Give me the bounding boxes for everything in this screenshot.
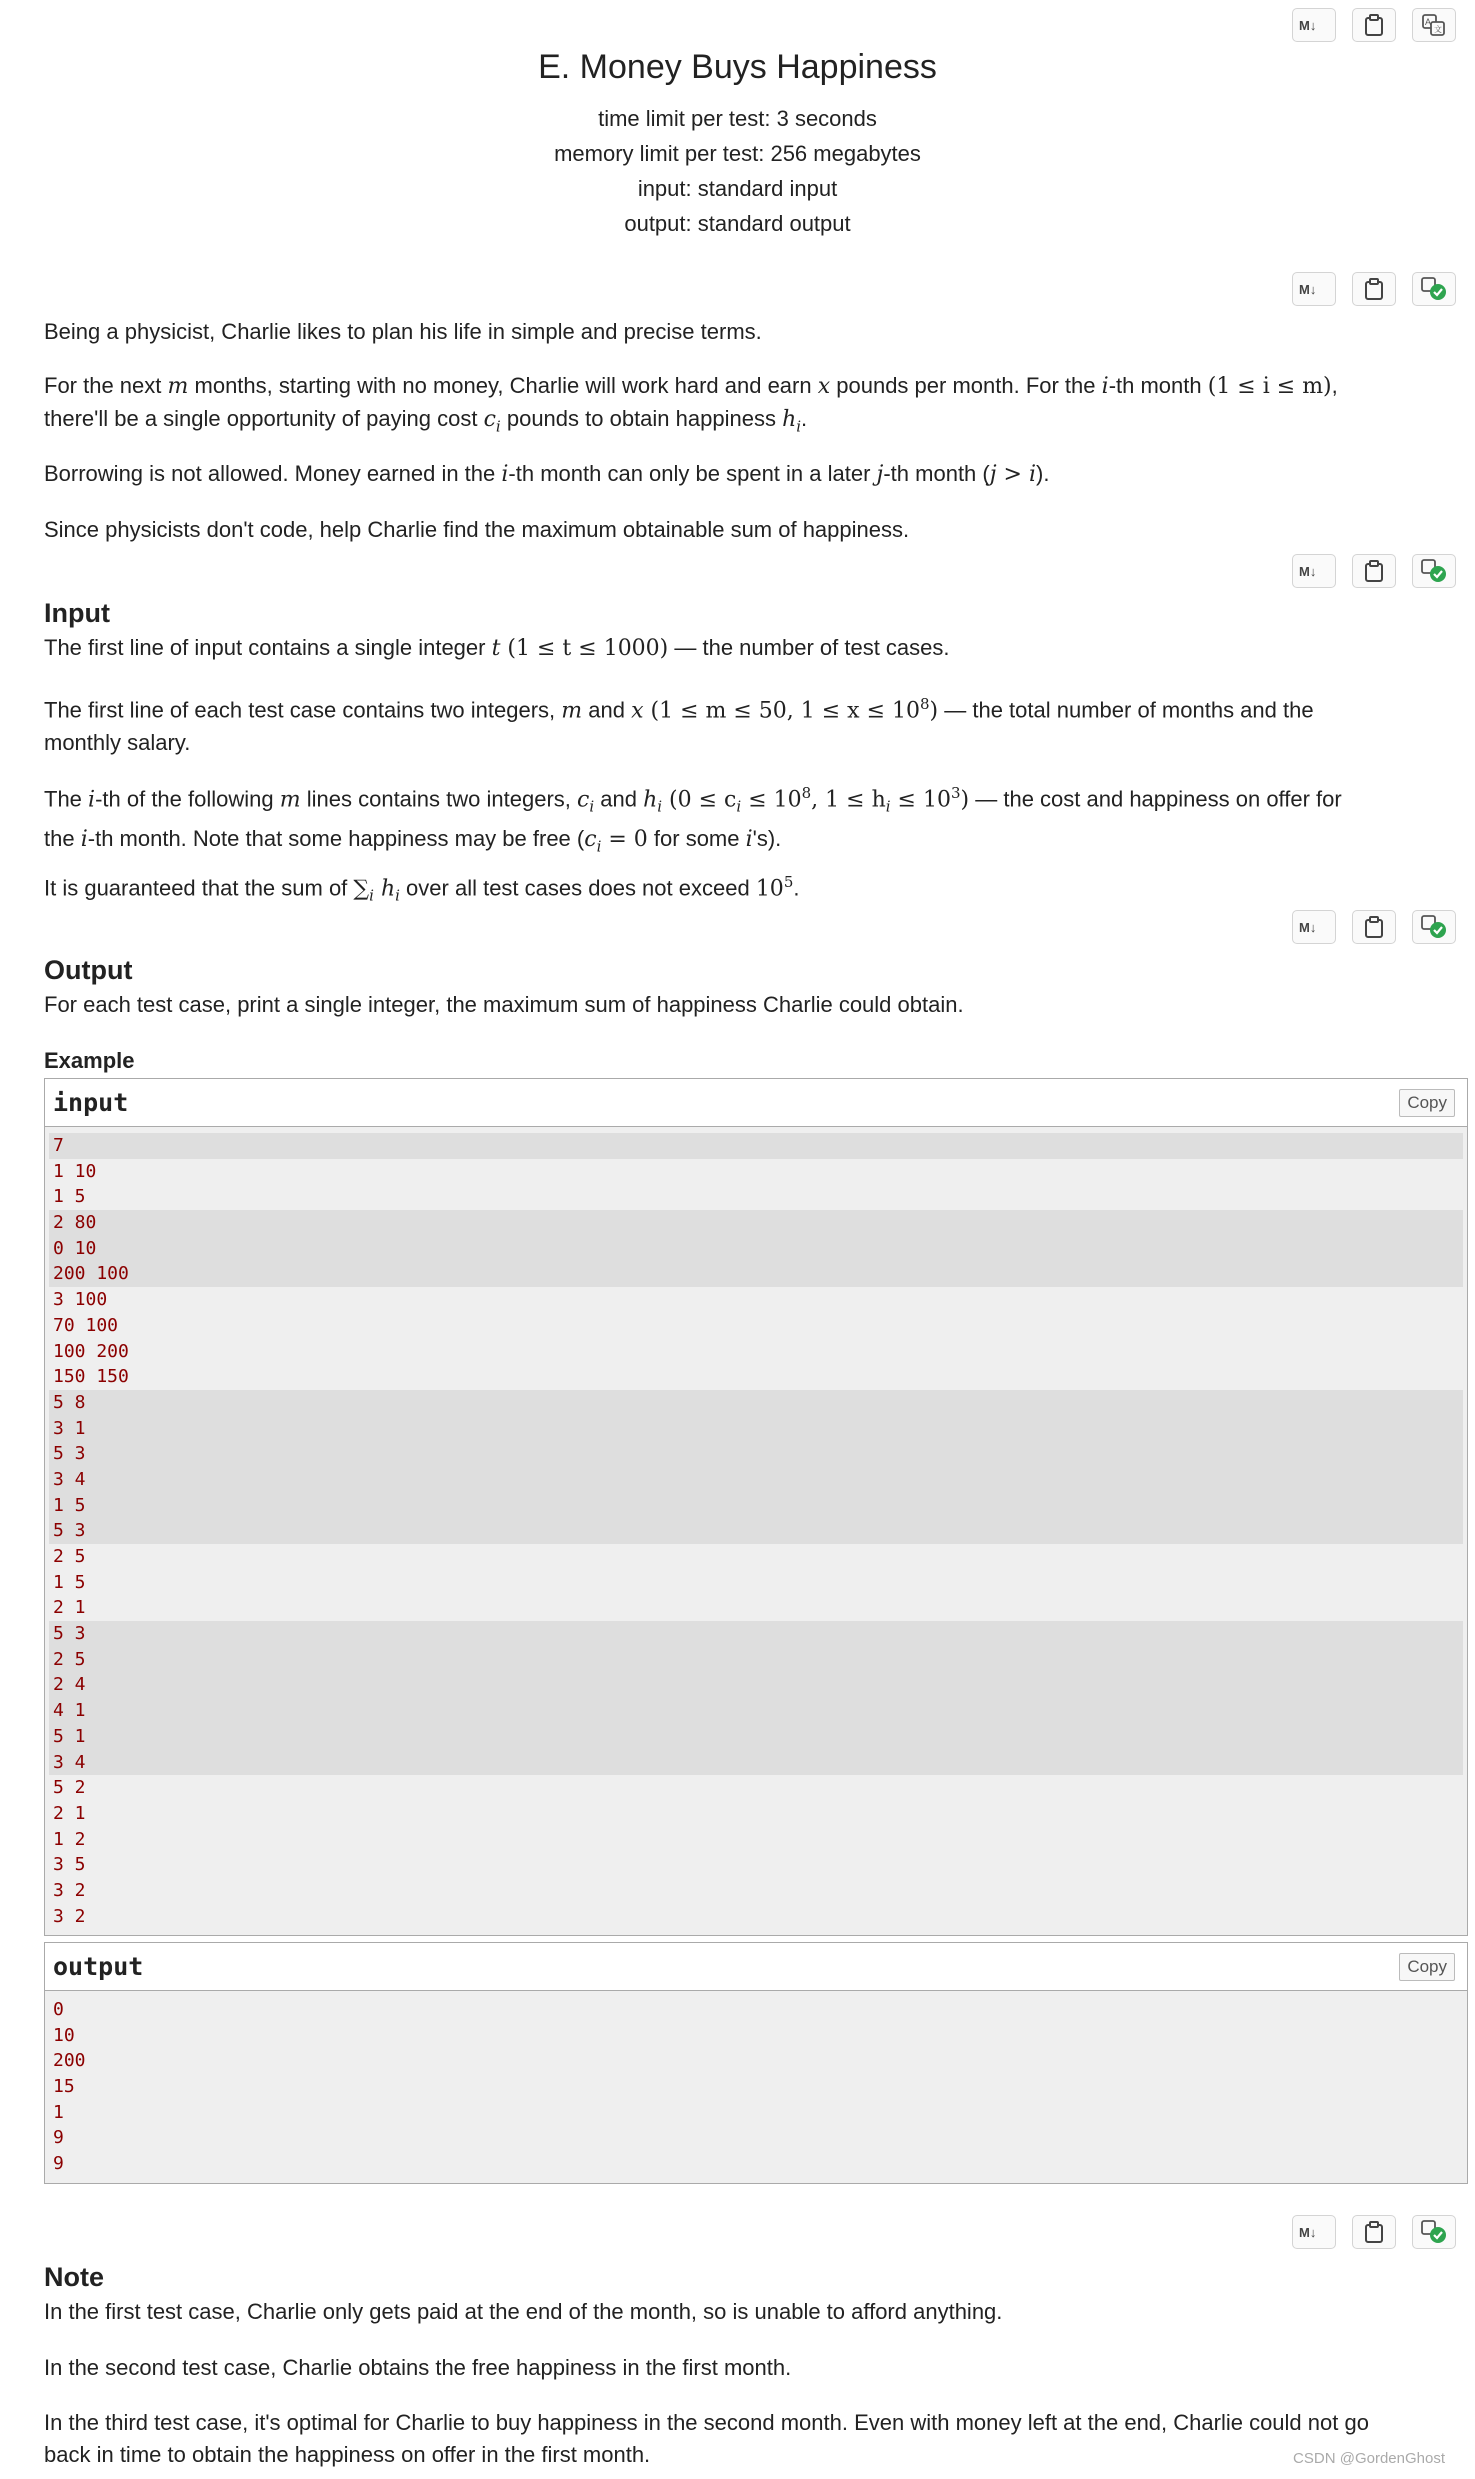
input-line: 2 5	[49, 1647, 1463, 1673]
markdown-button[interactable]	[1292, 272, 1336, 306]
input-toolbar	[1292, 554, 1456, 588]
statement-paragraph-3: Borrowing is not allowed. Money earned in the i-th month can only be spent in a later j-th month (j > i).	[44, 461, 1050, 487]
example-output-box	[44, 1942, 1468, 2184]
translated-button[interactable]	[1412, 554, 1456, 588]
copy-statement-button[interactable]	[1352, 8, 1396, 42]
input-heading: Input	[44, 598, 110, 628]
input-line: 0 10	[49, 1236, 1463, 1262]
markdown-button[interactable]	[1292, 554, 1336, 588]
copy-section-button[interactable]	[1352, 2215, 1396, 2249]
translate-button[interactable]	[1412, 8, 1456, 42]
svg-text:M↓: M↓	[1299, 18, 1317, 32]
input-line-3: The i-th of the following m lines contains two integers, $c_i$ and $h_i$ ($0 \le c_i \le 10^8$, $1 \le h_i \le 10^3$) — the cost and happiness on offer for the i-th month. Note that some happiness may be free ($c_i = 0$ for some i's).	[44, 784, 1342, 856]
output-line: 9	[49, 2125, 1463, 2151]
markdown-button[interactable]	[1292, 2215, 1336, 2249]
output-line: 0	[49, 1997, 1463, 2023]
output-line: 10	[49, 2023, 1463, 2049]
translate-done-icon	[1421, 277, 1447, 301]
clipboard-icon	[1364, 2221, 1384, 2243]
input-line: 1 2	[49, 1827, 1463, 1853]
example-output-header	[45, 1943, 1467, 1991]
svg-text:M↓: M↓	[1299, 920, 1317, 934]
watermark: CSDN @GordenGhost	[1293, 2450, 1445, 2467]
input-line: 2 1	[49, 1801, 1463, 1827]
translated-button[interactable]	[1412, 910, 1456, 944]
input-line: 5 3	[49, 1621, 1463, 1647]
input-line: 5 8	[49, 1390, 1463, 1416]
clipboard-icon	[1364, 278, 1384, 300]
copy-output-button[interactable]: Copy	[1399, 1953, 1455, 1981]
input-line: 2 4	[49, 1672, 1463, 1698]
clipboard-icon	[1364, 14, 1384, 36]
note-paragraph-1: In the first test case, Charlie only gets paid at the end of the month, so is unable to afford anything.	[44, 2299, 1003, 2324]
input-line: 200 100	[49, 1261, 1463, 1287]
translate-done-icon	[1421, 2220, 1447, 2244]
translate-done-icon	[1421, 559, 1447, 583]
input-line: 2 5	[49, 1544, 1463, 1570]
output-line: 1	[49, 2100, 1463, 2126]
input-line: 7	[49, 1133, 1463, 1159]
statement-toolbar	[1292, 272, 1456, 306]
example-input-lines	[45, 1127, 1467, 1935]
output-file: output: standard output	[624, 211, 851, 236]
translate-done-icon	[1421, 915, 1447, 939]
example-input-header	[45, 1079, 1467, 1127]
input-line: 4 1	[49, 1698, 1463, 1724]
copy-section-button[interactable]	[1352, 910, 1396, 944]
input-line: 1 5	[49, 1184, 1463, 1210]
markdown-button[interactable]	[1292, 8, 1336, 42]
svg-text:M↓: M↓	[1299, 282, 1317, 296]
example-output-label: output	[53, 1952, 144, 1981]
input-file: input: standard input	[637, 176, 838, 201]
input-line-2: The first line of each test case contains two integers, m and x (1 ≤ m ≤ 50, $1 \le x \le 10^8$) — the total number of months and the monthly salary.	[44, 695, 1314, 756]
input-line: 3 2	[49, 1904, 1463, 1930]
output-line: 15	[49, 2074, 1463, 2100]
input-line: 2 80	[49, 1210, 1463, 1236]
note-heading: Note	[44, 2262, 104, 2292]
copy-input-button[interactable]: Copy	[1399, 1089, 1455, 1117]
input-line: 1 5	[49, 1570, 1463, 1596]
memory-limit: memory limit per test: 256 megabytes	[554, 141, 921, 166]
statement-paragraph-1: Being a physicist, Charlie likes to plan his life in simple and precise terms.	[44, 319, 762, 344]
header-toolbar	[1292, 8, 1456, 42]
translated-button[interactable]	[1412, 272, 1456, 306]
input-line: 5 2	[49, 1775, 1463, 1801]
example-input-label: input	[53, 1088, 129, 1117]
output-toolbar	[1292, 910, 1456, 944]
markdown-icon	[1299, 282, 1329, 296]
input-line: 3 1	[49, 1416, 1463, 1442]
svg-text:文: 文	[1434, 25, 1442, 34]
input-line: 3 4	[49, 1750, 1463, 1776]
note-toolbar	[1292, 2215, 1456, 2249]
example-input-box	[44, 1078, 1468, 1936]
input-line: 3 4	[49, 1467, 1463, 1493]
markdown-icon	[1299, 18, 1329, 32]
copy-section-button[interactable]	[1352, 272, 1396, 306]
clipboard-icon	[1364, 916, 1384, 938]
input-line: 1 5	[49, 1493, 1463, 1519]
input-line-4: It is guaranteed that the sum of $\sum_i$ $h_i$ over all test cases does not exceed $10^5$.	[44, 873, 800, 905]
input-line: 3 100	[49, 1287, 1463, 1313]
output-description: For each test case, print a single integer, the maximum sum of happiness Charlie could obtain.	[44, 992, 964, 1017]
input-line-1: The first line of input contains a single integer t (1 ≤ t ≤ 1000) — the number of test cases.	[44, 635, 950, 661]
problem-title: E. Money Buys Happiness	[538, 48, 937, 86]
input-line: 100 200	[49, 1339, 1463, 1365]
svg-text:M↓: M↓	[1299, 2225, 1317, 2239]
note-paragraph-3: In the third test case, it's optimal for Charlie to buy happiness in the second month. Even with money left at the end, Charlie could not go back in time to obtain the happiness on offer in the first month.	[44, 2410, 1369, 2467]
markdown-icon	[1299, 564, 1329, 578]
markdown-button[interactable]	[1292, 910, 1336, 944]
svg-text:A: A	[1425, 17, 1432, 27]
input-line: 5 1	[49, 1724, 1463, 1750]
input-line: 150 150	[49, 1364, 1463, 1390]
input-line: 3 5	[49, 1852, 1463, 1878]
translate-icon	[1422, 14, 1446, 36]
translated-button[interactable]	[1412, 2215, 1456, 2249]
example-output-lines	[45, 1991, 1467, 2183]
markdown-icon	[1299, 920, 1329, 934]
svg-text:M↓: M↓	[1299, 564, 1317, 578]
time-limit: time limit per test: 3 seconds	[598, 106, 877, 131]
input-line: 2 1	[49, 1595, 1463, 1621]
statement-paragraph-2: For the next m months, starting with no money, Charlie will work hard and earn x pounds per month. For the i-th month (1 ≤ i ≤ m), there'll be a single opportunity of paying cost $c_i$ pounds to obtain happiness $h_i$.	[44, 373, 1338, 436]
input-line: 70 100	[49, 1313, 1463, 1339]
input-line: 3 2	[49, 1878, 1463, 1904]
input-line: 5 3	[49, 1518, 1463, 1544]
input-line: 5 3	[49, 1441, 1463, 1467]
output-line: 200	[49, 2048, 1463, 2074]
output-heading: Output	[44, 955, 133, 985]
note-paragraph-2: In the second test case, Charlie obtains the free happiness in the first month.	[44, 2355, 792, 2380]
statement-paragraph-4: Since physicists don't code, help Charlie find the maximum obtainable sum of happiness.	[44, 517, 910, 542]
markdown-icon	[1299, 2225, 1329, 2239]
clipboard-icon	[1364, 560, 1384, 582]
output-line: 9	[49, 2151, 1463, 2177]
copy-section-button[interactable]	[1352, 554, 1396, 588]
input-line: 1 10	[49, 1159, 1463, 1185]
example-label: Example	[44, 1048, 135, 1073]
